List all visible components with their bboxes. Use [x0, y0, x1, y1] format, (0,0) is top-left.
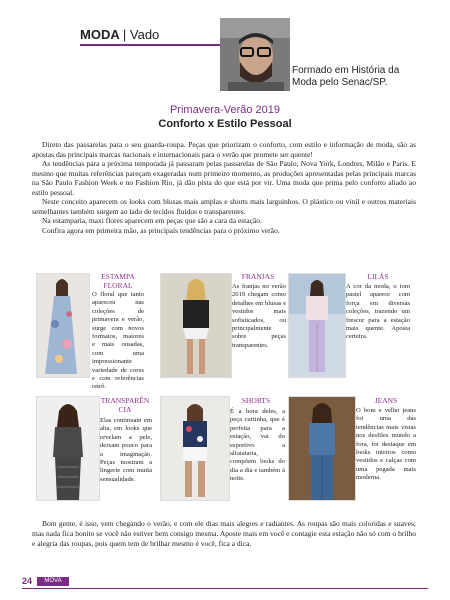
trend-title-lilas: LILÁS: [367, 272, 389, 281]
paragraph: Neste conceito aparecem os looks com blusas mais amplas e shorts mais larguinhos. O plástico ou vinil e outros materiais semelhantes também surgem ao lado de tecidos fluidos e transparentes.: [32, 197, 416, 216]
header-rule: [80, 44, 220, 46]
trend-image-transparencia: [36, 396, 100, 501]
section-header: [80, 27, 159, 42]
trend-title-floral: ESTAMPA FLORAL: [101, 272, 135, 290]
trend-text-franjas: As franjas no verão 2019 chegam como detalhes em blusas e vestidos mais sofisticados, ou principalmente sobre peças transparentes.: [232, 283, 287, 349]
trend-title-franjas: FRANJAS: [241, 272, 275, 281]
trend-text-jeans: O bom e velho jeans foi uma das tendências mais vistas nos desfiles mundo a fora, foi destaque em looks inteiros como vestidos e calças com uma pegada mais moderna.: [356, 407, 416, 482]
article-headline: Conforto x Estilo Pessoal: [158, 118, 292, 130]
magazine-logo: MOVA: [37, 577, 69, 586]
trend-title-transparencia: TRANSPARÊNCIA: [100, 396, 150, 414]
trend-image-shorts: [160, 396, 230, 501]
trend-title-shorts: SHORTS: [241, 396, 271, 405]
article-intro: [32, 140, 416, 235]
paragraph: Bom gente, é isso, vem chegando o verão, e com ele dias mais alegres e radiantes. As roupas são mais coloridas e suaves; mas nada fica bonito se você não estiver bem consigo mesma. Aposte mais em você e contagie esta estação não só com o brilho e alegria das roupas, pois quem tem de brilhar mesmo é você, fica a dica.: [32, 519, 416, 548]
trend-text-transparencia: Elas continuam em alta, em looks que revelam a pele, deixam pouco para a imaginação. Peças mostram a lingerie com muita sensualidade.: [100, 417, 152, 483]
header-separator: |: [122, 27, 127, 42]
trend-image-lilas: [288, 273, 346, 378]
article-closing: [32, 519, 416, 548]
trend-image-jeans: [288, 396, 356, 501]
paragraph: Confira agora em primeira mão, as principais tendências para o próximo verão.: [42, 225, 280, 235]
trend-title-jeans: JEANS: [374, 396, 398, 405]
author-photo: [220, 18, 290, 91]
trend-image-floral: [36, 273, 90, 378]
footer-rule: [22, 588, 428, 589]
trend-image-franjas: [160, 273, 232, 378]
paragraph: Direto das passarelas para o seu guarda-roupa. Peças que priorizam o conforto, com estilo e informação de moda, são as apostas das principais marcas nacionais e internacionais para o verão que promete ser quente!: [32, 140, 416, 159]
article-kicker: Primavera-Verão 2019: [169, 104, 281, 116]
paragraph: Na estamparia, maxi flores aparecem em peças que são a cara da estação.: [42, 216, 262, 225]
author-caption: Formado em História da Moda pelo Senac/SP.: [292, 65, 400, 88]
page-number: 24: [22, 576, 33, 586]
paragraph: As tendências para a próxima temporada já passaram pelas passarelas de São Paulo, Nova York, Londres, Milão e Paris. E mesmo que muitas referências pareçam exageradas num primeiro momento, as produções apresentadas pelas principais marcas na São Paulo Fashion Week e no Fashion Rio, já dão pista do que está por vir. Uma moda que prima pelo conforto aliado ao estilo pessoal.: [32, 159, 416, 197]
author-name: Vado: [129, 27, 160, 42]
trend-text-lilas: A cor da moda, o tom pastel aparece com força em diversas coleções, trazendo um frescor para a estação mais quente. Aposta certeira.: [346, 283, 410, 341]
section-name: MODA: [80, 27, 120, 42]
trend-text-floral: O floral que tanto apareceu nas coleções de primavera e verão, surge com novos formatos, maiores e mais ousadas, com uma impressionante variedade de cores e com referências retrô.: [92, 291, 144, 391]
trend-text-shorts: É a hora deles, a peça curtinha, que é perfeita para a estação, vai do esportivo a alfaiataria, compõem looks do dia a dia e também à noite.: [230, 408, 285, 483]
